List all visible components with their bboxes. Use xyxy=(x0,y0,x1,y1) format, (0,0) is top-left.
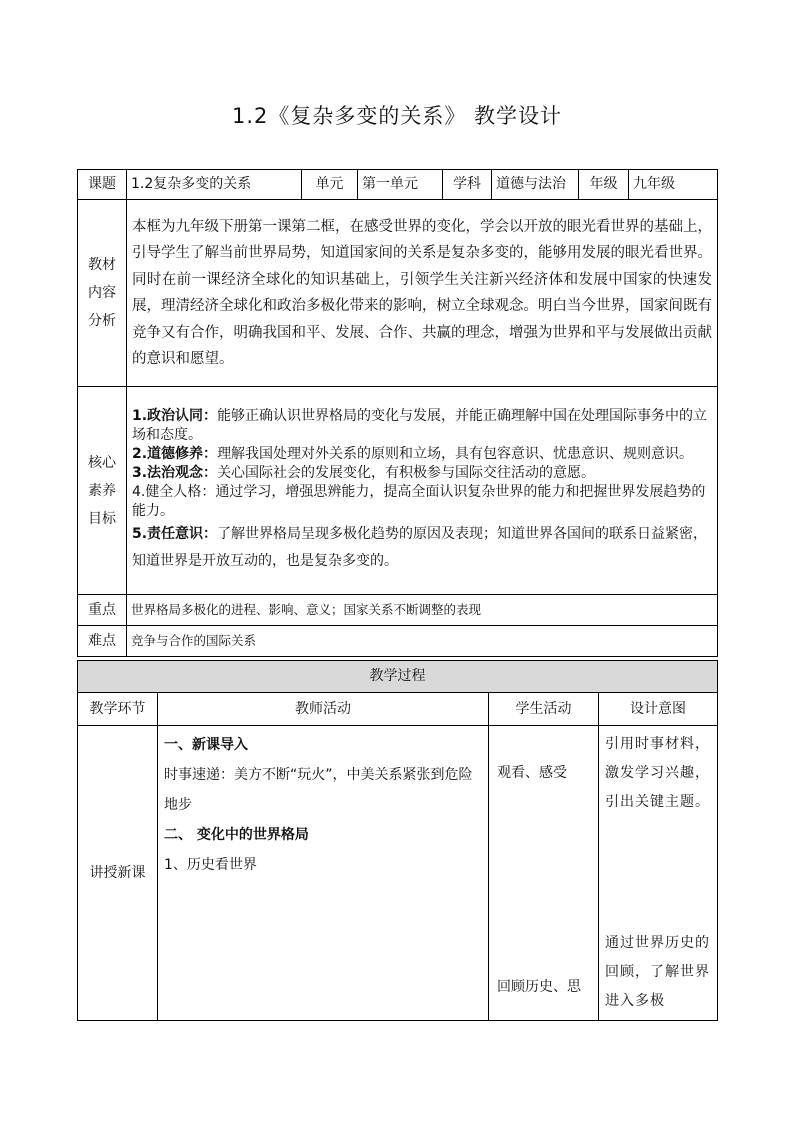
goal-text: 4.健全人格：通过学习，增强思辨能力，提高全面认识复杂世界的能力和把握世界发展趋势的能力。 xyxy=(132,483,706,519)
goal-heading: 2.道德修养： xyxy=(132,445,218,462)
student-review-text: 回顾历史、思 xyxy=(497,979,581,995)
lesson-info-table xyxy=(77,169,718,657)
analysis-label: 教材内容分析 xyxy=(78,200,127,387)
unit-value: 第一单元 xyxy=(358,170,443,200)
history-subheading: 1、历史看世界 xyxy=(164,857,257,873)
goal-heading: 1.政治认同： xyxy=(132,407,218,424)
goal-text: 了解世界格局呈现多极化趋势的原因及表现；知道世界各国间的联系日益紧密，知道世界是开放互动的，也是复杂多变的。 xyxy=(132,525,708,569)
goal-heading: 3.法治观念： xyxy=(132,464,218,481)
design-intent-cell xyxy=(599,726,718,1021)
col-teacher-header: 教师活动 xyxy=(158,693,489,726)
process-title: 教学过程 xyxy=(78,661,718,693)
grade-label: 年级 xyxy=(579,170,629,200)
lesson-info-row xyxy=(78,170,718,200)
section-heading-intro: 一、新课导入 xyxy=(164,737,248,753)
unit-label: 单元 xyxy=(302,170,358,200)
goal-item xyxy=(132,407,712,445)
col-stage-header: 教学环节 xyxy=(78,693,158,726)
grade-value: 九年级 xyxy=(629,170,718,200)
key-points-text: 世界格局多极化的进程、影响、意义；国家关系不断调整的表现 xyxy=(127,595,718,626)
subject-label: 学科 xyxy=(443,170,492,200)
col-student-header: 学生活动 xyxy=(489,693,599,726)
news-flash-text: 时事速递：美方不断“玩火”，中美关系紧张到危险地步 xyxy=(164,767,473,813)
stage-cell: 讲授新课 xyxy=(78,726,158,1021)
difficulties-row xyxy=(78,626,718,657)
difficulties-text: 竞争与合作的国际关系 xyxy=(127,626,718,657)
section-heading-world: 二、 变化中的世界格局 xyxy=(164,827,309,843)
page-title: 1.2《复杂多变的关系》 教学设计 xyxy=(231,104,563,128)
goal-item xyxy=(132,464,712,483)
intent-text-1: 引用时事材料，激发学习兴趣，引出关键主题。 xyxy=(605,736,710,810)
student-activity-cell xyxy=(489,726,599,1021)
goal-heading: 5.责任意识： xyxy=(132,525,218,542)
key-points-row xyxy=(78,595,718,626)
course-label: 课题 xyxy=(78,170,127,200)
col-intent-header: 设计意图 xyxy=(599,693,718,726)
goals-row xyxy=(78,387,718,595)
analysis-text: 本框为九年级下册第一课第二框，在感受世界的变化，学会以开放的眼光看世界的基础上，引导学生了解当前世界局势，知道国家间的关系是复杂多变的，能够用发展的眼光看世界。同时在前一课经济全球化的知识基础上，引领学生关注新兴经济体和发展中国家的快速发展，理清经济全球化和政治多极化带来的影响，树立全球观念。明白当今世界，国家间既有竞争又有合作，明确我国和平、发展、合作、共赢的理念，增强为世界和平与发展做出贡献的意识和愿望。 xyxy=(127,200,718,387)
intent-text-2: 通过世界历史的回顾，了解世界进入多极 xyxy=(605,935,710,1009)
goal-item xyxy=(132,445,712,464)
goals-label: 核心素养目标 xyxy=(78,387,127,595)
student-watch-text: 观看、感受 xyxy=(497,765,567,781)
subject-value: 道德与法治 xyxy=(492,170,579,200)
analysis-row xyxy=(78,200,718,387)
goal-item xyxy=(132,483,712,521)
process-body-row xyxy=(78,726,718,1021)
goals-content xyxy=(127,387,718,595)
goal-text: 关心国际社会的发展变化，有积极参与国际交往活动的意愿。 xyxy=(217,464,596,481)
teacher-activity-cell xyxy=(158,726,489,1021)
difficulties-label: 难点 xyxy=(78,626,127,657)
process-header-row xyxy=(78,693,718,726)
goal-text: 理解我国处理对外关系的原则和立场，具有包容意识、忧患意识、规则意识。 xyxy=(217,445,694,462)
goal-text: 能够正确认识世界格局的变化与发展，并能正确理解中国在处理国际事务中的立场和态度。 xyxy=(132,407,708,443)
course-value: 1.2复杂多变的关系 xyxy=(127,170,302,200)
teaching-process-table xyxy=(77,660,718,1021)
process-title-row xyxy=(78,661,718,693)
key-points-label: 重点 xyxy=(78,595,127,626)
goal-item xyxy=(132,521,712,575)
